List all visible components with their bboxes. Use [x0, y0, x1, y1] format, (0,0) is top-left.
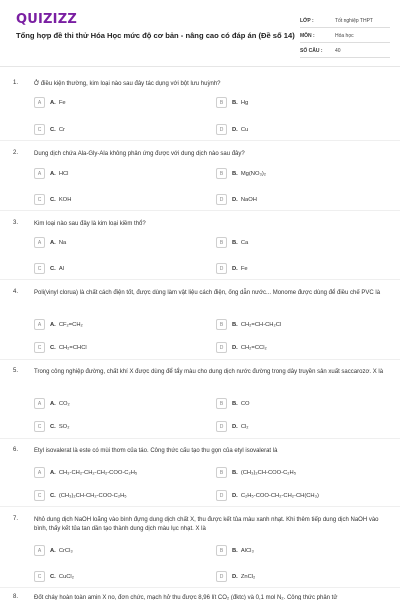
option-c[interactable] [34, 341, 87, 354]
header-divider [0, 66, 400, 67]
option-b[interactable] [216, 544, 254, 557]
option-letter-box: B [216, 319, 227, 330]
option-label: A. [50, 170, 56, 177]
option-text: AlCl₃ [240, 547, 254, 554]
option-text: CrCl₃ [58, 547, 73, 554]
option-a[interactable] [34, 466, 137, 479]
option-letter-box: A [34, 97, 45, 108]
option-label: C. [50, 492, 56, 499]
option-text: CH₂=CCl₂ [240, 344, 267, 351]
option-b[interactable] [216, 466, 296, 479]
option-d[interactable] [216, 570, 255, 583]
option-label: D. [232, 196, 238, 203]
worksheet-title: Tổng hợp đề thi thử Hóa Học mức độ cơ bản - nâng cao có đáp án (Đề số 14) [16, 31, 295, 40]
option-label: C. [50, 196, 56, 203]
option-label: C. [50, 573, 56, 580]
option-text: Mg(NO₃)₂ [240, 170, 267, 177]
option-text: Cl₂ [240, 423, 249, 430]
meta-row-class [300, 13, 390, 28]
option-d[interactable] [216, 489, 319, 502]
option-a[interactable] [34, 167, 68, 180]
option-letter-box: A [34, 237, 45, 248]
question-number: 4. [13, 289, 19, 295]
option-letter-box: C [34, 490, 45, 501]
question-text: Etyl isovalerat là este có mùi thơm của táo. Công thức cấu tạo thu gọn của etyl isovalerat là [34, 448, 278, 454]
option-letter-box: B [216, 97, 227, 108]
option-letter-box: B [216, 398, 227, 409]
option-a[interactable] [34, 544, 73, 557]
question-number: 7. [13, 516, 19, 522]
question-divider [0, 140, 400, 141]
option-label: D. [232, 126, 238, 133]
option-label: C. [50, 423, 56, 430]
option-text: HCl [58, 170, 69, 177]
option-d[interactable] [216, 341, 267, 354]
option-a[interactable] [34, 96, 66, 109]
option-text: CH₂=CH-CH₂Cl [240, 321, 282, 328]
option-letter-box: D [216, 342, 227, 353]
option-label: D. [232, 573, 238, 580]
meta-value: Tốt nghiệp THPT [335, 18, 373, 24]
question-text: Nhỏ dung dịch NaOH loãng vào bình đựng dung dịch chất X, thu được kết tủa màu xanh nhạt. Khi thêm tiếp dung dịch NaOH vào bình, thấy kết tủa tan dần tạo thành dung dịch màu lục nhạt. X là [34, 517, 379, 532]
option-c[interactable] [34, 420, 69, 433]
option-text: CF₂=CH₂ [58, 321, 83, 328]
option-b[interactable] [216, 96, 248, 109]
option-letter-box: D [216, 571, 227, 582]
option-b[interactable] [216, 236, 248, 249]
worksheet-meta [300, 13, 390, 58]
question-number: 6. [13, 447, 19, 453]
worksheet-header [0, 0, 400, 62]
option-letter-box: B [216, 168, 227, 179]
question-text: Trong công nghiệp đường, chất khí X được dùng để tẩy màu cho dung dịch nước đường trong dây truyền sản xuất saccarozơ. X là [34, 369, 384, 375]
option-text: (CH₃)₂CH-CH₂-COO-C₂H₅ [58, 492, 127, 499]
meta-row-subject [300, 28, 390, 43]
option-label: B. [232, 239, 238, 246]
option-letter-box: B [216, 467, 227, 478]
question-divider [0, 359, 400, 360]
option-text: (CH₃)₂CH-COO-C₂H₅ [240, 469, 297, 476]
option-letter-box: C [34, 194, 45, 205]
option-c[interactable] [34, 262, 64, 275]
option-label: D. [232, 265, 238, 272]
question-text: Kim loại nào sau đây là kim loại kiềm thổ? [34, 221, 146, 227]
option-letter-box: C [34, 342, 45, 353]
option-letter-box: A [34, 545, 45, 556]
option-label: A. [50, 239, 56, 246]
option-label: A. [50, 469, 56, 476]
option-label: D. [232, 344, 238, 351]
option-b[interactable] [216, 318, 281, 331]
option-text: C₂H₅-COO-CH₂-CH₂-CH(CH₃) [240, 492, 319, 499]
option-label: D. [232, 423, 238, 430]
question-divider [0, 506, 400, 507]
option-label: C. [50, 126, 56, 133]
option-text: CH₂=CHCl [58, 344, 87, 351]
option-text: Cr [58, 126, 65, 133]
option-label: B. [232, 400, 238, 407]
option-letter-box: D [216, 490, 227, 501]
option-d[interactable] [216, 123, 248, 136]
meta-key: SỐ CÂU : [300, 48, 323, 54]
option-text: CO [240, 400, 250, 407]
option-letter-box: A [34, 467, 45, 478]
option-label: C. [50, 265, 56, 272]
meta-value: Hóa học [335, 33, 354, 39]
option-text: Fe [240, 265, 248, 272]
option-label: A. [50, 321, 56, 328]
meta-key: MÔN : [300, 33, 315, 39]
option-text: SO₂ [58, 423, 70, 430]
option-text: ZnCl₂ [240, 573, 256, 580]
question-number: 2. [13, 150, 19, 156]
option-label: C. [50, 344, 56, 351]
option-text: Na [58, 239, 67, 246]
option-c[interactable] [34, 193, 71, 206]
option-letter-box: A [34, 168, 45, 179]
question-divider [0, 438, 400, 439]
option-label: B. [232, 170, 238, 177]
question-divider [0, 279, 400, 280]
option-letter-box: B [216, 545, 227, 556]
option-label: B. [232, 99, 238, 106]
option-letter-box: C [34, 421, 45, 432]
question-text: Poli(vinyl clorua) là chất cách điện tốt, được dùng làm vật liệu cách điện, ống dẫn nước... Monome được dùng để điều chế PVC là [34, 290, 381, 296]
option-letter-box: B [216, 237, 227, 248]
question-text: Đốt cháy hoàn toàn amin X no, đơn chức, mạch hở thu được 8,96 lít CO₂ (đktc) và 0,1 mol N₂. Công thức phân tử [34, 595, 338, 600]
option-letter-box: C [34, 124, 45, 135]
option-letter-box: D [216, 194, 227, 205]
option-letter-box: A [34, 319, 45, 330]
question-text: Dung dịch chứa Ala-Gly-Ala không phản ứng được với dung dịch nào sau đây? [34, 151, 245, 157]
question-number: 8. [13, 594, 19, 600]
option-d[interactable] [216, 420, 249, 433]
option-c[interactable] [34, 570, 74, 583]
option-a[interactable] [34, 318, 83, 331]
question-text: Ở điều kiện thường, kim loại nào sau đây tác dụng với bột lưu huỳnh? [34, 81, 221, 87]
option-label: A. [50, 99, 56, 106]
option-text: Al [58, 265, 64, 272]
option-c[interactable] [34, 123, 65, 136]
option-letter-box: D [216, 421, 227, 432]
option-letter-box: C [34, 263, 45, 274]
option-letter-box: D [216, 124, 227, 135]
question-number: 5. [13, 368, 19, 374]
option-text: Ca [240, 239, 249, 246]
option-label: B. [232, 321, 238, 328]
option-letter-box: C [34, 571, 45, 582]
option-text: KOH [58, 196, 72, 203]
question-number: 1. [13, 80, 19, 86]
option-text: Cu [240, 126, 249, 133]
option-text: Hg [240, 99, 249, 106]
option-text: CH₃-CH₂-CH₂-CH₂-COO-C₂H₅ [58, 469, 138, 476]
quizizz-logo[interactable]: QUIZIZZ [16, 12, 77, 27]
question-divider [0, 587, 400, 588]
option-a[interactable] [34, 397, 70, 410]
question-number: 3. [13, 220, 19, 226]
option-text: CO₂ [58, 400, 70, 407]
option-label: B. [232, 469, 238, 476]
option-b[interactable] [216, 167, 266, 180]
option-text: NaOH [240, 196, 257, 203]
option-label: B. [232, 547, 238, 554]
option-text: CuCl₂ [58, 573, 74, 580]
meta-key: LỚP : [300, 18, 314, 24]
option-text: Fe [58, 99, 66, 106]
option-a[interactable] [34, 236, 66, 249]
option-b[interactable] [216, 397, 250, 410]
option-c[interactable] [34, 489, 127, 502]
option-label: A. [50, 547, 56, 554]
option-letter-box: D [216, 263, 227, 274]
option-d[interactable] [216, 262, 248, 275]
option-letter-box: A [34, 398, 45, 409]
question-divider [0, 210, 400, 211]
meta-row-count [300, 43, 390, 58]
meta-value: 40 [335, 48, 341, 54]
option-label: D. [232, 492, 238, 499]
option-label: A. [50, 400, 56, 407]
option-d[interactable] [216, 193, 257, 206]
